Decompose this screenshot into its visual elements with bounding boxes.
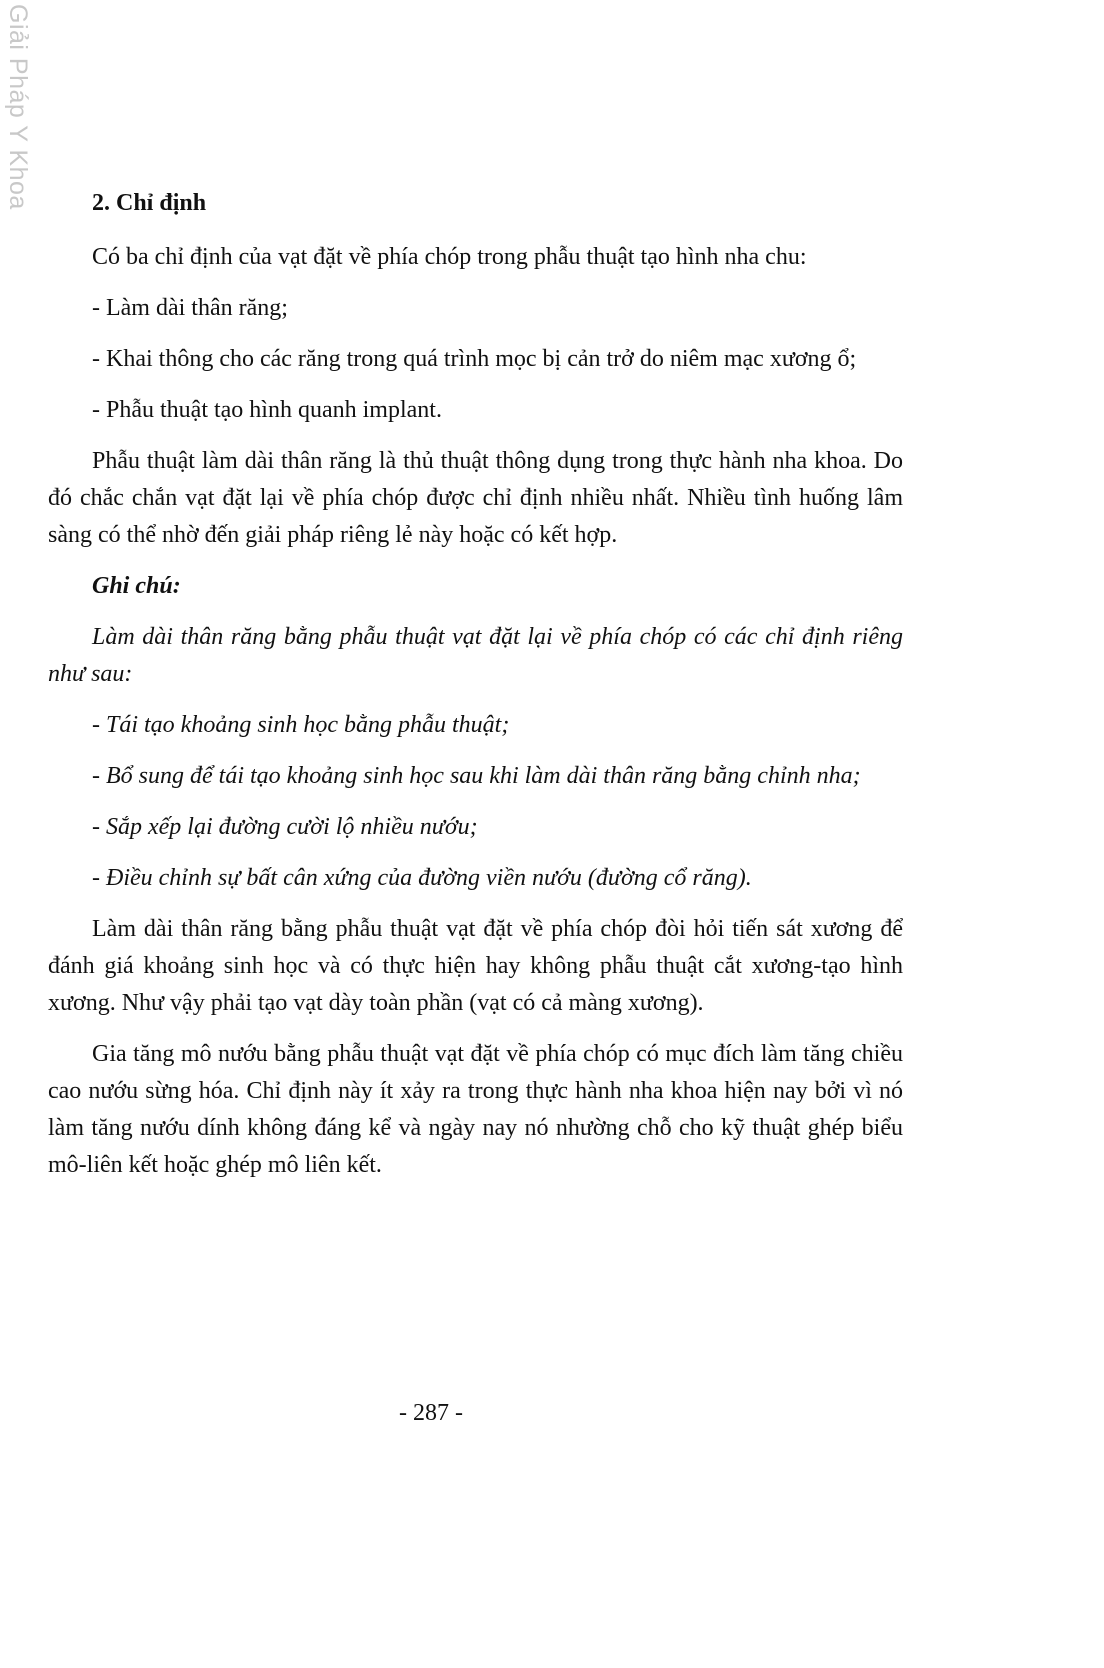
note-list-item: - Bổ sung để tái tạo khoảng sinh học sau khi làm dài thân răng bằng chỉnh nha; bbox=[92, 763, 861, 789]
page-number: - 287 - bbox=[399, 1400, 463, 1426]
body-paragraph: Làm dài thân răng bằng phẫu thuật vạt đặt về phía chóp đòi hỏi tiến sát xương để đánh giá khoảng sinh học và có thực hiện hay không phẫu thuật cắt xương-tạo hình xương. Như vậy phải tạo vạt dày toàn phần (vạt có cả màng xương). bbox=[48, 916, 903, 1016]
note-list-item: - Sắp xếp lại đường cười lộ nhiều nướu; bbox=[92, 814, 478, 840]
note-heading: Ghi chú: bbox=[92, 573, 181, 599]
intro-paragraph: Có ba chỉ định của vạt đặt về phía chóp trong phẫu thuật tạo hình nha chu: bbox=[92, 244, 807, 270]
document-page bbox=[48, 185, 903, 1198]
list-item: - Phẫu thuật tạo hình quanh implant. bbox=[92, 397, 442, 423]
body-paragraph: Gia tăng mô nướu bằng phẫu thuật vạt đặt về phía chóp có mục đích làm tăng chiều cao nướu sừng hóa. Chỉ định này ít xảy ra trong thực hành nha khoa hiện nay bởi vì nó làm tăng nướu dính không đáng kể và ngày nay nó nhường chỗ cho kỹ thuật ghép biểu mô-liên kết hoặc ghép mô liên kết. bbox=[48, 1041, 903, 1178]
list-item: - Khai thông cho các răng trong quá trình mọc bị cản trở do niêm mạc xương ổ; bbox=[92, 346, 857, 372]
watermark: Giải Pháp Y Khoa bbox=[4, 4, 32, 210]
body-paragraph: Phẫu thuật làm dài thân răng là thủ thuật thông dụng trong thực hành nha khoa. Do đó chắc chắn vạt đặt lại về phía chóp được chỉ định nhiều nhất. Nhiều tình huống lâm sàng có thể nhờ đến giải pháp riêng lẻ này hoặc có kết hợp. bbox=[48, 448, 903, 548]
note-list-item: - Tái tạo khoảng sinh học bằng phẫu thuật; bbox=[92, 712, 510, 738]
note-intro: Làm dài thân răng bằng phẫu thuật vạt đặt lại về phía chóp có các chỉ định riêng như sau: bbox=[48, 624, 903, 687]
section-heading: 2. Chỉ định bbox=[92, 190, 207, 216]
list-item: - Làm dài thân răng; bbox=[92, 295, 288, 321]
note-list-item: - Điều chỉnh sự bất cân xứng của đường viền nướu (đường cổ răng). bbox=[92, 865, 752, 891]
